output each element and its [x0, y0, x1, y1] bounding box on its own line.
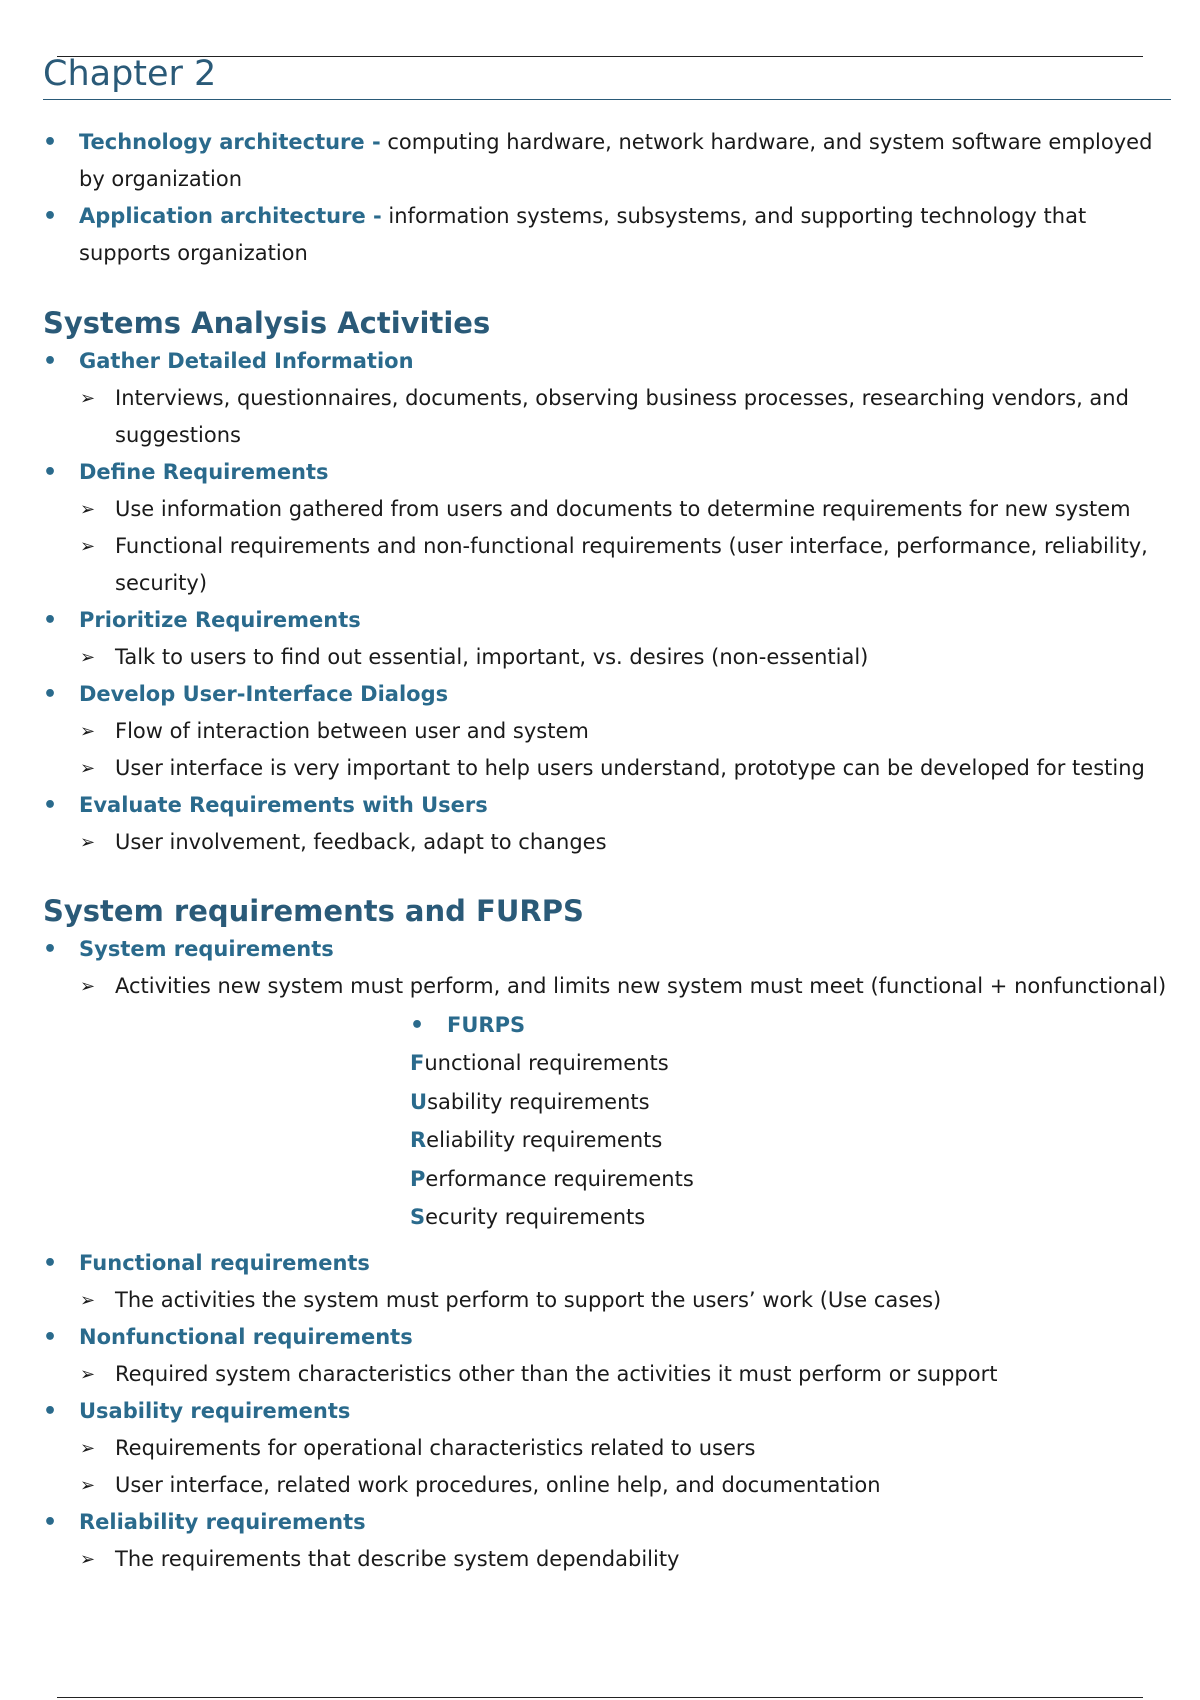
sub-item [43, 491, 1173, 528]
item-term: Functional requirements [79, 1250, 370, 1275]
arrow-bullet-icon: ➢ [80, 1548, 96, 1570]
bullet-icon: • [43, 608, 58, 633]
section-title-furps: System requirements and FURPS [43, 894, 584, 928]
list-item [43, 198, 1173, 272]
bullet-icon: • [43, 1509, 58, 1535]
item-term: Develop User-Interface Dialogs [79, 682, 449, 706]
arrow-bullet-icon: ➢ [80, 1474, 96, 1496]
furps-letter: U [410, 1089, 428, 1114]
bottom-rule [57, 1697, 1143, 1698]
bullet-icon: • [43, 1398, 58, 1424]
furps-line [410, 1083, 1173, 1122]
furps-letter: R [410, 1128, 427, 1152]
item-term: Application architecture - [79, 204, 382, 228]
item-term: Evaluate Requirements with Users [79, 793, 488, 817]
sub-item-text: Requirements for operational characteristics related to users [115, 1435, 756, 1460]
sub-item [43, 968, 1173, 1005]
arrow-bullet-icon: ➢ [80, 388, 96, 409]
list-item [43, 124, 1173, 198]
document-body [43, 124, 1173, 1578]
item-text: information systems, subsystems, and supporting technology that supports organization [79, 204, 1087, 265]
list-item [43, 1504, 1173, 1541]
chapter-title: Chapter 2 [43, 50, 1171, 100]
list-item [43, 602, 1173, 639]
sub-item-text: User interface is very important to help users understand, prototype can be developed for testing [115, 756, 1145, 780]
sub-item-text: Functional requirements and non-functional requirements (user interface, performance, reliability, security) [115, 534, 1148, 595]
bullet-icon: • [43, 937, 58, 962]
furps-rest: eliability requirements [426, 1128, 663, 1152]
item-term: Prioritize Requirements [79, 608, 361, 632]
sub-item [43, 1467, 1173, 1504]
bullet-icon: • [43, 1324, 58, 1350]
furps-line [410, 1160, 1173, 1199]
furps-line [410, 1121, 1173, 1160]
list-item [43, 454, 1173, 491]
furps-rest: sability requirements [427, 1089, 650, 1114]
sub-item [43, 639, 1173, 676]
sub-item-text: The requirements that describe system dependability [115, 1546, 680, 1571]
sub-item-text: The activities the system must perform to support the users’ work (Use cases) [115, 1287, 942, 1312]
sub-item [43, 1282, 1173, 1319]
sub-item-text: Activities new system must perform, and limits new system must meet (functional + nonfunctional) [115, 974, 1167, 998]
sub-item [43, 380, 1173, 454]
furps-letter: P [410, 1166, 426, 1191]
bullet-icon: • [43, 682, 58, 707]
sub-item-text: Flow of interaction between user and system [115, 719, 589, 743]
requirements-list [43, 1245, 1173, 1578]
bullet-icon: • [410, 1013, 425, 1038]
arrow-bullet-icon: ➢ [80, 758, 96, 779]
sub-item-text: User interface, related work procedures, online help, and documentation [115, 1472, 881, 1497]
sub-item-text: Talk to users to find out essential, important, vs. desires (non-essential) [115, 645, 869, 669]
item-text: computing hardware, network hardware, and system software employed by organization [79, 130, 1153, 191]
furps-letter: S [410, 1205, 426, 1229]
sub-item-text: Required system characteristics other than the activities it must perform or support [115, 1361, 998, 1386]
sub-item [43, 1356, 1173, 1393]
sub-item [43, 750, 1173, 787]
furps-rest: erformance requirements [425, 1166, 694, 1191]
arrow-bullet-icon: ➢ [80, 721, 96, 742]
arrow-bullet-icon: ➢ [80, 647, 96, 668]
intro-list [43, 124, 1173, 272]
bullet-icon: • [43, 204, 58, 229]
arrow-bullet-icon: ➢ [80, 1437, 96, 1459]
bullet-icon: • [43, 1250, 58, 1276]
arrow-bullet-icon: ➢ [80, 499, 96, 520]
bullet-icon: • [43, 793, 58, 818]
sub-item [43, 1541, 1173, 1578]
arrow-bullet-icon: ➢ [80, 832, 96, 853]
list-item [43, 931, 1173, 968]
arrow-bullet-icon: ➢ [80, 976, 96, 997]
sub-item-text: User involvement, feedback, adapt to changes [115, 830, 607, 854]
list-item [43, 1319, 1173, 1356]
furps-line [410, 1044, 1173, 1083]
item-term: Usability requirements [79, 1398, 351, 1423]
analysis-list [43, 343, 1173, 861]
item-term: System requirements [79, 937, 334, 961]
item-term: Define Requirements [79, 460, 329, 484]
bullet-icon: • [43, 130, 58, 155]
sub-item [43, 528, 1173, 602]
furps-letter: F [410, 1051, 425, 1075]
list-item [43, 676, 1173, 713]
list-item [43, 343, 1173, 380]
furps-rest: ecurity requirements [425, 1205, 646, 1229]
sub-item [43, 713, 1173, 750]
item-term: Gather Detailed Information [79, 349, 414, 373]
list-item [43, 787, 1173, 824]
furps-heading [410, 1007, 1173, 1044]
arrow-bullet-icon: ➢ [80, 1289, 96, 1311]
furps-box [410, 1007, 1173, 1237]
arrow-bullet-icon: ➢ [80, 536, 96, 557]
furps-rest: unctional requirements [424, 1051, 669, 1075]
sub-item-text: Use information gathered from users and documents to determine requirements for new system [115, 497, 1131, 521]
sub-item [43, 824, 1173, 861]
sub-item-text: Interviews, questionnaires, documents, observing business processes, researching vendors, and suggestions [115, 386, 1129, 447]
arrow-bullet-icon: ➢ [80, 1363, 96, 1385]
list-item [43, 1245, 1173, 1282]
list-item [43, 1393, 1173, 1430]
bullet-icon: • [43, 460, 58, 485]
furps-line [410, 1198, 1173, 1237]
item-term: Nonfunctional requirements [79, 1324, 413, 1349]
sysreq-list [43, 931, 1173, 1005]
sub-item [43, 1430, 1173, 1467]
furps-heading-text: FURPS [447, 1013, 526, 1037]
section-title-analysis: Systems Analysis Activities [43, 306, 491, 340]
item-term: Technology architecture - [79, 130, 381, 154]
item-term: Reliability requirements [79, 1509, 366, 1534]
bullet-icon: • [43, 349, 58, 374]
